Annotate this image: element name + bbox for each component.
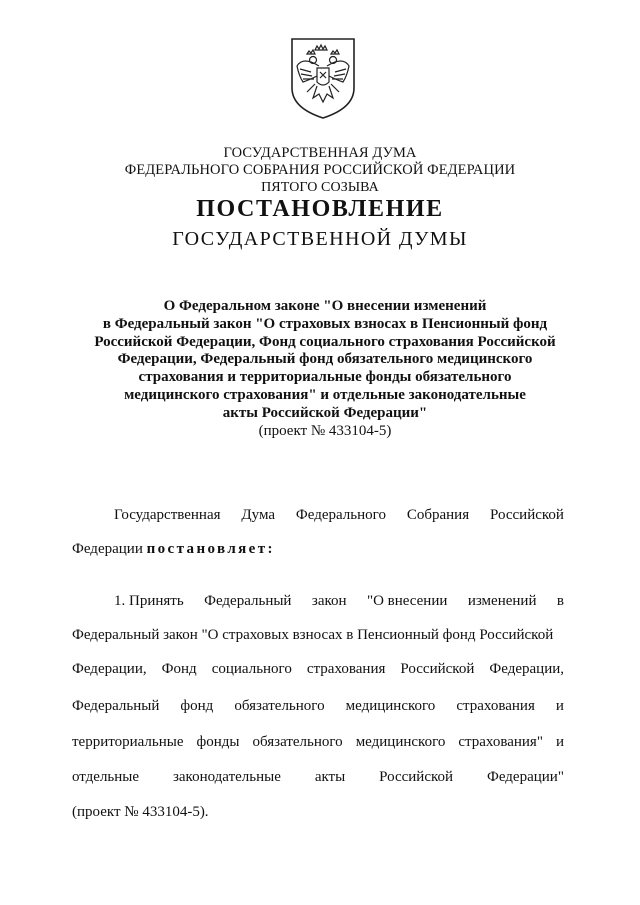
decree-verb: постановляет: [146,541,275,557]
state-emblem-icon [289,36,357,120]
subject-line: Российской Федерации, Фонд социального страхования Российской [94,333,556,350]
item1-line-4 [72,698,564,715]
preamble-line-2 [72,541,564,558]
word: "О внесении [366,593,448,609]
item1-line-2: Федеральный закон "О страховых взносах в Пенсионный фонд Российской [72,627,554,643]
word: в [556,593,564,609]
organization-line-1: ГОСУДАРСТВЕННАЯ ДУМА [223,145,417,161]
item1-line-7: (проект № 433104-5). [72,804,209,820]
word: обязательного [234,698,325,714]
project-number: (проект № 433104-5) [258,422,392,439]
word: страхования [456,698,535,714]
word: законодательные [172,769,281,785]
item1-line-5 [72,734,564,751]
subject-line: в Федеральный закон "О страховых взносах в Пенсионный фонд [102,315,548,332]
word: Государственная [114,507,221,523]
subject-line: медицинского страхования" и отдельные законодательные [124,386,526,403]
convocation: ПЯТОГО СОЗЫВА [261,180,379,195]
word: Федерации [72,541,147,557]
word: страхования" [458,734,543,750]
resolution-subject [60,298,590,440]
word: Федеральный [72,698,160,714]
item1-line-1 [114,593,564,610]
word: обязательного [252,734,343,750]
word: Федерального [295,507,386,523]
word: Российской [379,769,454,785]
word: Собрания [406,507,470,523]
word: Российской [490,507,564,523]
word: Дума [241,507,276,523]
word: и [555,734,564,750]
item1-line-3 [72,661,564,678]
document-type-sub: ГОСУДАРСТВЕННОЙ ДУМЫ [172,228,468,250]
word: территориальные [72,734,184,750]
word: отдельные [72,769,140,785]
word: и [555,698,564,714]
preamble-line-1 [114,507,564,524]
word: Федерации, [72,661,147,677]
word: Российской [400,661,475,677]
subject-line: акты Российской Федерации" [222,404,428,421]
subject-line: О Федеральном законе "О внесении изменений [163,298,487,314]
word: страхования [306,661,386,677]
word: Фонд [161,661,197,677]
subject-line: страхования и территориальные фонды обязательного [138,369,512,386]
subject-line: Федерации, Федеральный фонд обязательного медицинского [117,351,533,368]
word: Федерации" [486,769,564,785]
word: фонд [180,698,214,714]
word: закон [311,593,347,609]
word: акты [314,769,346,785]
word: медицинского [355,734,446,750]
word: медицинского [345,698,436,714]
word: 1. Принять [114,593,184,609]
document-type: ПОСТАНОВЛЕНИЕ [196,196,444,222]
word: Федерации, [489,661,564,677]
word: изменений [467,593,537,609]
word: социального [211,661,292,677]
organization-line-2: ФЕДЕРАЛЬНОГО СОБРАНИЯ РОССИЙСКОЙ ФЕДЕРАЦИИ [124,162,516,178]
word: фонды [196,734,240,750]
item1-line-6 [72,769,564,786]
word: Федеральный [204,593,292,609]
